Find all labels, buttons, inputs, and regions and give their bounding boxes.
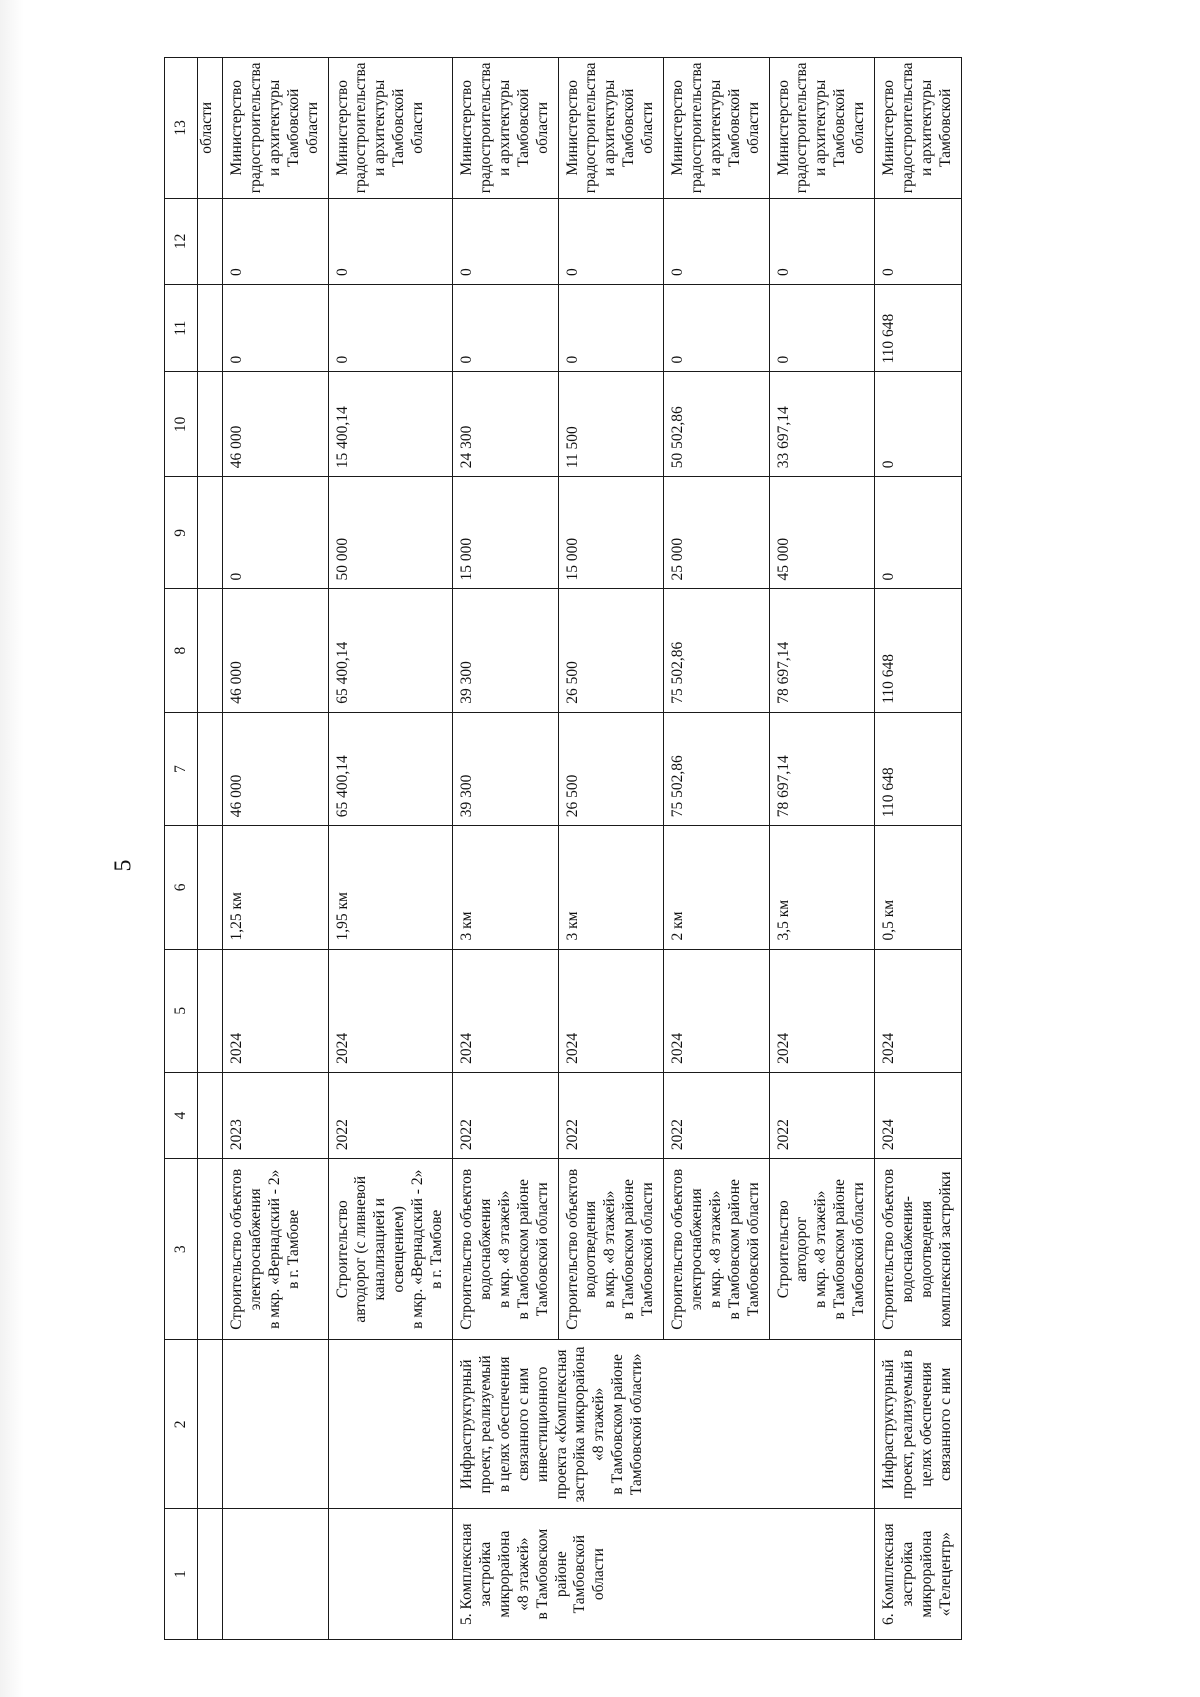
carryover-row <box>198 58 223 1640</box>
column-number: 9 <box>165 477 198 589</box>
total-cost-cell: 78 697,14 <box>769 712 875 825</box>
column-number: 7 <box>165 712 198 825</box>
total-cost-cell: 26 500 <box>558 712 664 825</box>
project-name-cell <box>223 1509 329 1640</box>
start-year-cell: 2022 <box>769 1072 875 1158</box>
responsible-body-cell: Министерство градостроительства и архитектуры Тамбовской области <box>328 58 452 199</box>
column-number: 8 <box>165 589 198 712</box>
column-number: 6 <box>165 826 198 949</box>
responsible-body-cell: Министерство градостроительства и архитектуры Тамбовской области <box>558 58 664 199</box>
column-number: 5 <box>165 949 198 1072</box>
financing-total-cell: 65 400,14 <box>328 589 452 712</box>
financing-other-cell: 0 <box>452 198 558 284</box>
object-description-cell: Строительство объектов электроснабжения в мкр. «8 этажей» в Тамбовском районе Тамбовской области <box>664 1159 770 1340</box>
column-number: 1 <box>165 1509 198 1640</box>
column-number: 2 <box>165 1340 198 1509</box>
financing-total-cell: 78 697,14 <box>769 589 875 712</box>
end-year-cell: 2024 <box>223 949 329 1072</box>
end-year-cell: 2024 <box>769 949 875 1072</box>
project-type-cell: Инфраструктурный проект, реализуемый в целях обеспечения связанного с ним <box>875 1340 962 1509</box>
investment-projects-table <box>164 57 962 1640</box>
column-number: 13 <box>165 58 198 199</box>
object-description-cell: Строительство автодорог в мкр. «8 этажей» в Тамбовском районе Тамбовской области <box>769 1159 875 1340</box>
end-year-cell: 2024 <box>328 949 452 1072</box>
capacity-cell: 3,5 км <box>769 826 875 949</box>
scan-edge-shade <box>0 0 24 1697</box>
responsible-body-carryover: области <box>198 58 223 199</box>
start-year-cell: 2024 <box>875 1072 962 1158</box>
capacity-cell: 3 км <box>558 826 664 949</box>
financing-2024-cell: 0 <box>558 284 664 372</box>
responsible-body-cell: Министерство градостроительства и архитектуры Тамбовской области <box>223 58 329 199</box>
capacity-cell: 1,25 км <box>223 826 329 949</box>
financing-2024-cell: 0 <box>223 284 329 372</box>
page-number: 5 <box>110 859 137 872</box>
financing-2023-cell: 0 <box>875 372 962 477</box>
financing-total-cell: 46 000 <box>223 589 329 712</box>
end-year-cell: 2024 <box>452 949 558 1072</box>
responsible-body-cell: Министерство градостроительства и архитектуры Тамбовской области <box>452 58 558 199</box>
object-description-cell: Строительство объектов электроснабжения в мкр. «Вернадский - 2» в г. Тамбове <box>223 1159 329 1340</box>
financing-2023-cell: 50 502,86 <box>664 372 770 477</box>
financing-other-cell: 0 <box>558 198 664 284</box>
financing-2023-cell: 33 697,14 <box>769 372 875 477</box>
project-type-cell <box>223 1340 329 1509</box>
object-description-cell: Строительство объектов водоснабжения в мкр. «8 этажей» в Тамбовском районе Тамбовской области <box>452 1159 558 1340</box>
end-year-cell: 2024 <box>875 949 962 1072</box>
table-row <box>452 58 558 1640</box>
financing-other-cell: 0 <box>769 198 875 284</box>
financing-2023-cell: 24 300 <box>452 372 558 477</box>
project-name-cell: 5. Комплексная застройка микрорайона «8 этажей» в Тамбовском районе Тамбовской области <box>452 1509 874 1640</box>
financing-total-cell: 39 300 <box>452 589 558 712</box>
capacity-cell: 2 км <box>664 826 770 949</box>
capacity-cell: 3 км <box>452 826 558 949</box>
financing-2022-cell: 45 000 <box>769 477 875 589</box>
responsible-body-cell: Министерство градостроительства и архитектуры Тамбовской области <box>664 58 770 199</box>
financing-other-cell: 0 <box>328 198 452 284</box>
column-number: 11 <box>165 284 198 372</box>
financing-2024-cell: 0 <box>452 284 558 372</box>
table-row <box>328 58 452 1640</box>
column-number-row <box>165 58 198 1640</box>
object-description-cell: Строительство объектов водоснабжения- водоотведения комплексной застройки <box>875 1159 962 1340</box>
project-type-cell: Инфраструктурный проект, реализуемый в целях обеспечения связанного с ним инвестиционного проекта «Комплексная застройка микрорайона «8 этажей» в Тамбовском районе Тамбовской области» <box>452 1340 874 1509</box>
start-year-cell: 2023 <box>223 1072 329 1158</box>
rotated-table-wrapper <box>164 57 1101 1640</box>
object-description-cell: Строительство автодорог (с ливневой канализацией и освещением) в мкр. «Вернадский - 2» в г. Тамбове <box>328 1159 452 1340</box>
financing-other-cell: 0 <box>875 198 962 284</box>
column-number: 10 <box>165 372 198 477</box>
financing-2022-cell: 50 000 <box>328 477 452 589</box>
table-row <box>223 58 329 1640</box>
total-cost-cell: 65 400,14 <box>328 712 452 825</box>
total-cost-cell: 110 648 <box>875 712 962 825</box>
financing-other-cell: 0 <box>664 198 770 284</box>
responsible-body-cell: Министерство градостроительства и архитектуры Тамбовской <box>875 58 962 199</box>
financing-other-cell: 0 <box>223 198 329 284</box>
project-name-cell <box>328 1509 452 1640</box>
project-name-cell: 6. Комплексная застройка микрорайона «Телецентр» <box>875 1509 962 1640</box>
table-row <box>875 58 962 1640</box>
financing-2024-cell: 0 <box>328 284 452 372</box>
total-cost-cell: 75 502,86 <box>664 712 770 825</box>
financing-2023-cell: 15 400,14 <box>328 372 452 477</box>
end-year-cell: 2024 <box>664 949 770 1072</box>
financing-2022-cell: 25 000 <box>664 477 770 589</box>
column-number: 12 <box>165 198 198 284</box>
responsible-body-cell: Министерство градостроительства и архитектуры Тамбовской области <box>769 58 875 199</box>
end-year-cell: 2024 <box>558 949 664 1072</box>
object-description-cell: Строительство объектов водоотведения в мкр. «8 этажей» в Тамбовском районе Тамбовской области <box>558 1159 664 1340</box>
financing-total-cell: 110 648 <box>875 589 962 712</box>
start-year-cell: 2022 <box>664 1072 770 1158</box>
financing-total-cell: 75 502,86 <box>664 589 770 712</box>
financing-2024-cell: 0 <box>769 284 875 372</box>
financing-total-cell: 26 500 <box>558 589 664 712</box>
start-year-cell: 2022 <box>328 1072 452 1158</box>
financing-2023-cell: 46 000 <box>223 372 329 477</box>
financing-2023-cell: 11 500 <box>558 372 664 477</box>
financing-2022-cell: 0 <box>223 477 329 589</box>
project-type-cell <box>328 1340 452 1509</box>
capacity-cell: 1,95 км <box>328 826 452 949</box>
table-body <box>223 58 962 1640</box>
total-cost-cell: 39 300 <box>452 712 558 825</box>
column-number: 4 <box>165 1072 198 1158</box>
start-year-cell: 2022 <box>452 1072 558 1158</box>
financing-2024-cell: 0 <box>664 284 770 372</box>
financing-2022-cell: 15 000 <box>452 477 558 589</box>
start-year-cell: 2022 <box>558 1072 664 1158</box>
column-number: 3 <box>165 1159 198 1340</box>
total-cost-cell: 46 000 <box>223 712 329 825</box>
financing-2024-cell: 110 648 <box>875 284 962 372</box>
capacity-cell: 0,5 км <box>875 826 962 949</box>
financing-2022-cell: 15 000 <box>558 477 664 589</box>
financing-2022-cell: 0 <box>875 477 962 589</box>
